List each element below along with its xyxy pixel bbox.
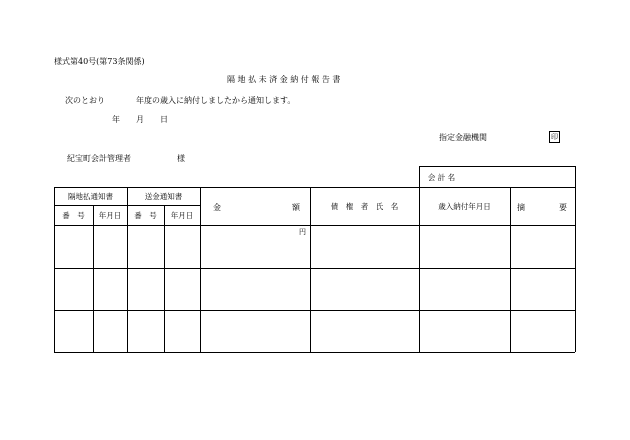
seal-mark: 印 [551, 133, 558, 141]
accounting-name-field[interactable] [464, 167, 575, 187]
header-remittance-date: 年月日 [170, 210, 194, 220]
header-remarks-char2: 要 [559, 203, 567, 212]
header-receipt-date: 歳入納付年月日 [438, 201, 491, 211]
institution-label: 指定金融機関 [439, 133, 487, 142]
form-number: 様式第40号(第73条関係) [54, 57, 145, 66]
date-month-label: 月 [136, 115, 144, 124]
header-remittance-notice: 送金通知書 [144, 191, 183, 201]
date-day-label: 日 [160, 115, 168, 124]
document-title: 隔 地 払 未 済 金 納 付 報 告 書 [227, 75, 341, 84]
accounting-name-label: 会 計 名 [427, 172, 456, 182]
honorific: 様 [177, 154, 185, 163]
header-amount-char1: 金 [213, 203, 221, 212]
table-row[interactable] [54, 269, 575, 310]
header-remote-date: 年月日 [98, 210, 122, 220]
header-remittance-number: 番 号 [134, 210, 157, 220]
table-row[interactable] [54, 311, 575, 352]
header-remarks-char1: 摘 [517, 203, 525, 212]
intro-suffix: 年度の歳入に納付しましたから通知します。 [136, 96, 296, 105]
yen-unit: 円 [299, 228, 306, 236]
header-creditor-name: 債 権 者 氏 名 [330, 201, 399, 211]
header-remote-payment-notice: 隔地払通知書 [68, 191, 113, 201]
date-year-label: 年 [112, 115, 120, 124]
addressee: 紀宝町会計管理者 [67, 154, 131, 163]
intro-prefix: 次のとおり [65, 96, 105, 105]
table-row[interactable] [54, 226, 575, 268]
header-amount-char2: 額 [292, 203, 300, 212]
header-remote-number: 番 号 [62, 210, 85, 220]
